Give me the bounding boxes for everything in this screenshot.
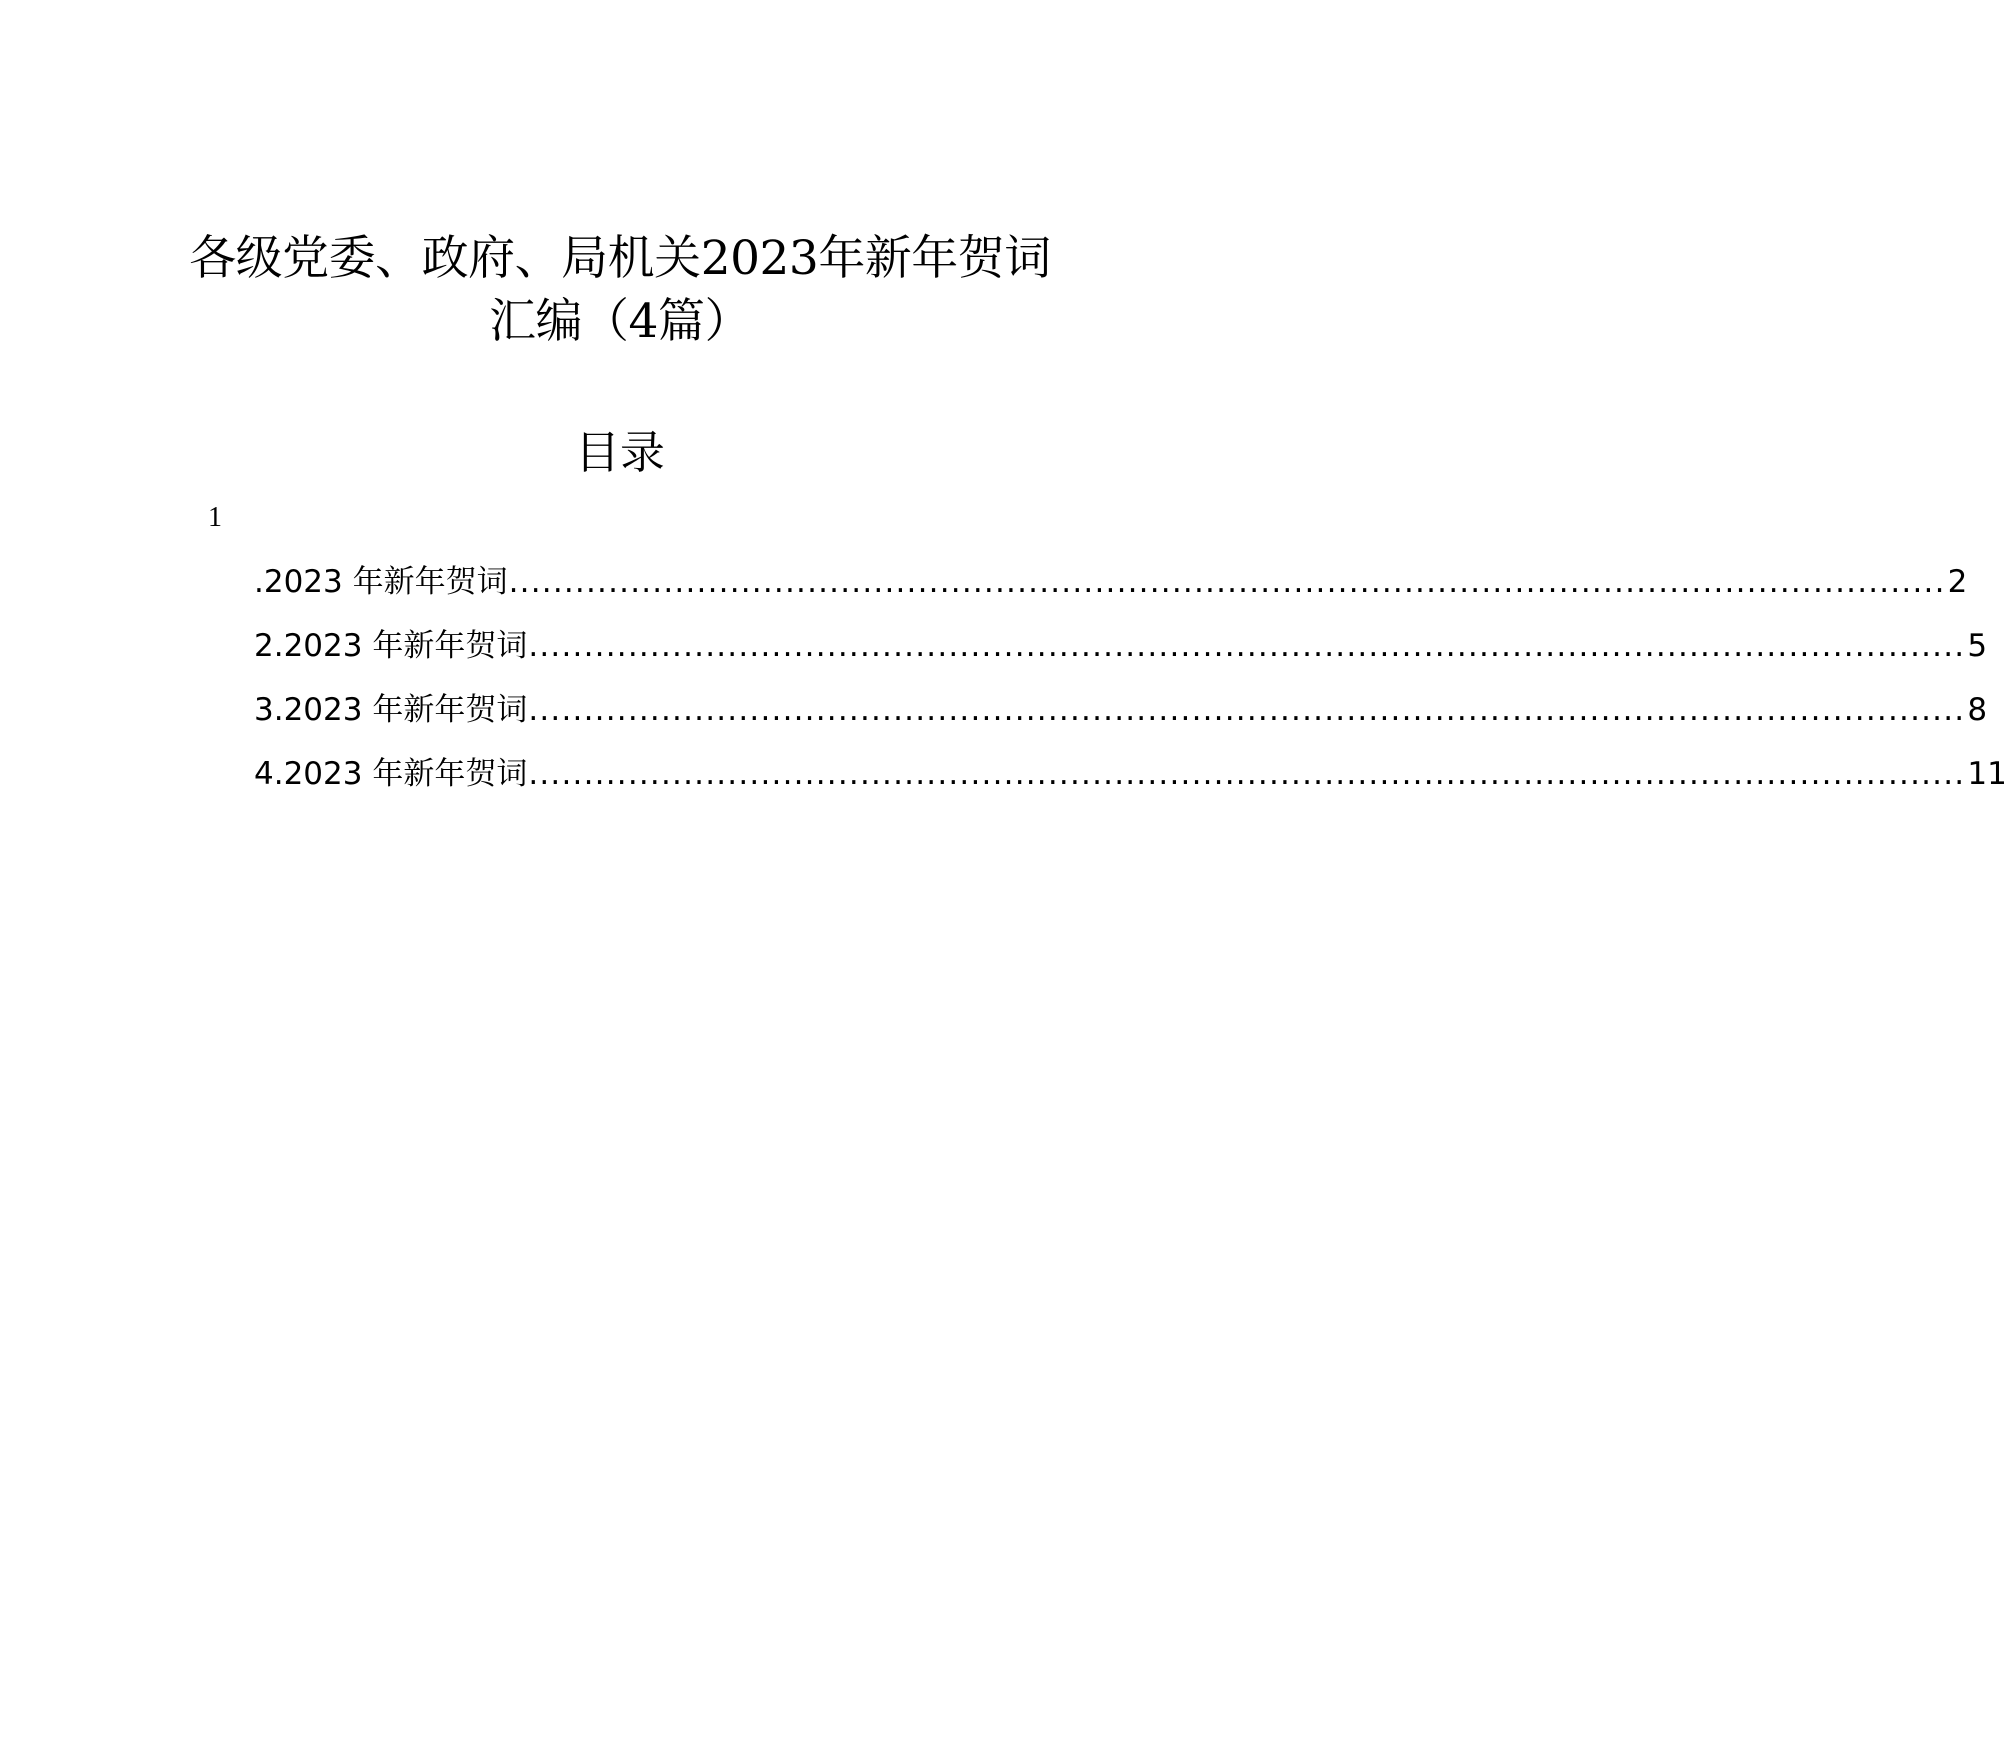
toc-entry-page-number: 2 <box>1947 564 1968 600</box>
toc-entry[interactable] <box>254 752 2007 816</box>
title-text: 各级党委、政府、局机关 <box>189 231 701 286</box>
toc-entry-label: 3.2023 年新年贺词 <box>254 692 528 728</box>
title-text: 汇编（ <box>489 294 629 349</box>
toc-dot-leader: .................................................................................................................................. <box>528 628 1966 664</box>
toc-entry[interactable] <box>254 688 1988 752</box>
toc-entry-label: .2023 年新年贺词 <box>254 564 508 600</box>
toc-entry-label: 4.2023 年新年贺词 <box>254 756 528 792</box>
toc-dot-leader: .................................................................................................................................. <box>508 564 1946 600</box>
toc-stray-number: 1 <box>208 502 222 533</box>
toc-dot-leader: .................................................................................................................................. <box>528 692 1966 728</box>
toc-entry[interactable] <box>254 560 1968 624</box>
title-year: 2023 <box>700 231 819 286</box>
toc-entry-page-number: 8 <box>1967 692 1988 728</box>
title-text: 篇） <box>657 294 751 349</box>
toc-entry-page-number: 11 <box>1967 756 2007 792</box>
toc-entry-label: 2.2023 年新年贺词 <box>254 628 528 664</box>
toc-dot-leader: .................................................................................................................................. <box>528 756 1966 792</box>
title-text: 年新年贺词 <box>818 231 1051 286</box>
toc-heading: 目录 <box>574 426 665 479</box>
toc-entry[interactable] <box>254 624 1988 688</box>
document-title-line-1 <box>120 228 1120 290</box>
document-title-line-2 <box>120 291 1120 353</box>
toc-entry-page-number: 5 <box>1967 628 1988 664</box>
table-of-contents <box>254 560 2007 816</box>
title-count: 4 <box>628 294 658 349</box>
